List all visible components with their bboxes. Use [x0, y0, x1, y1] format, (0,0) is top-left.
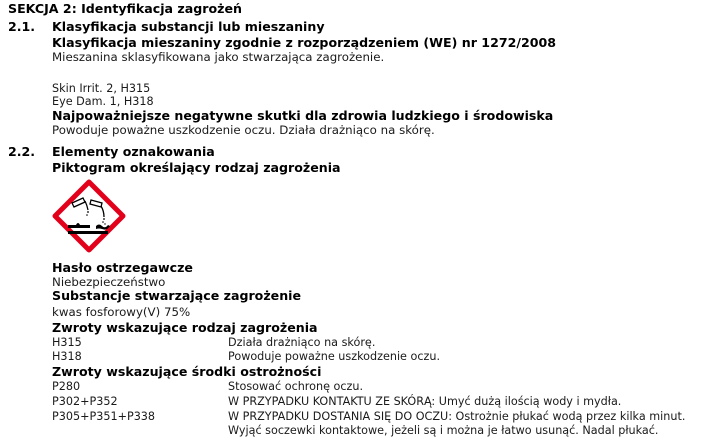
substances-text: kwas fosforowy(V) 75%: [52, 305, 191, 319]
precaution-text: W PRZYPADKU KONTAKTU ZE SKÓRĄ: Umyć dużą ilością wody i mydła.: [228, 395, 622, 408]
classified-text: Mieszanina sklasyfikowana jako stwarzająca zagrożenie.: [52, 50, 385, 64]
precaution-statements-heading: Zwroty wskazujące środki ostrożności: [52, 364, 322, 379]
hazard-statements-heading: Zwroty wskazujące rodzaj zagrożenia: [52, 320, 318, 335]
precaution-code: P280: [52, 380, 81, 393]
section-2-1-heading: Klasyfikacja substancji lub mieszaniny: [52, 19, 325, 34]
section-title: SEKCJA 2: Identyfikacja zagrożeń: [8, 1, 242, 16]
precaution-text: W PRZYPADKU DOSTANIA SIĘ DO OCZU: Ostrożnie płukać wodą przez kilka minut.: [228, 410, 686, 423]
hazard-code: H318: [52, 350, 82, 363]
effects-heading: Najpoważniejsze negatywne skutki dla zdrowia ludzkiego i środowiska: [52, 108, 554, 123]
hazard-text: Działa drażniąco na skórę.: [228, 336, 376, 349]
precaution-code: P302+P352: [52, 395, 118, 408]
hazard-text: Powoduje poważne uszkodzenie oczu.: [228, 350, 441, 363]
section-2-2-number: 2.2.: [8, 144, 36, 159]
precaution-code: P305+P351+P338: [52, 410, 156, 423]
section-2-2-heading: Elementy oznakowania: [52, 144, 215, 159]
section-2-1-number: 2.1.: [8, 19, 36, 34]
signal-word: Niebezpieczeństwo: [52, 275, 166, 289]
corrosion-pictogram-icon: [52, 179, 126, 253]
hazard-code: H315: [52, 336, 82, 349]
precaution-text-continued: Wyjąć soczewki kontaktowe, jeżeli są i można je łatwo usunąć. Nadal płukać.: [228, 424, 659, 437]
pictogram-heading: Piktogram określający rodzaj zagrożenia: [52, 160, 341, 175]
substances-heading: Substancje stwarzające zagrożenie: [52, 288, 302, 303]
hazard-class-item: Skin Irrit. 2, H315: [52, 82, 151, 95]
hazard-class-item: Eye Dam. 1, H318: [52, 95, 154, 108]
precaution-text: Stosować ochronę oczu.: [228, 380, 364, 393]
signal-word-heading: Hasło ostrzegawcze: [52, 260, 193, 275]
effects-text: Powoduje poważne uszkodzenie oczu. Działa drażniąco na skórę.: [52, 123, 435, 137]
classification-subheading: Klasyfikacja mieszaniny zgodnie z rozporządzeniem (WE) nr 1272/2008: [52, 35, 557, 50]
